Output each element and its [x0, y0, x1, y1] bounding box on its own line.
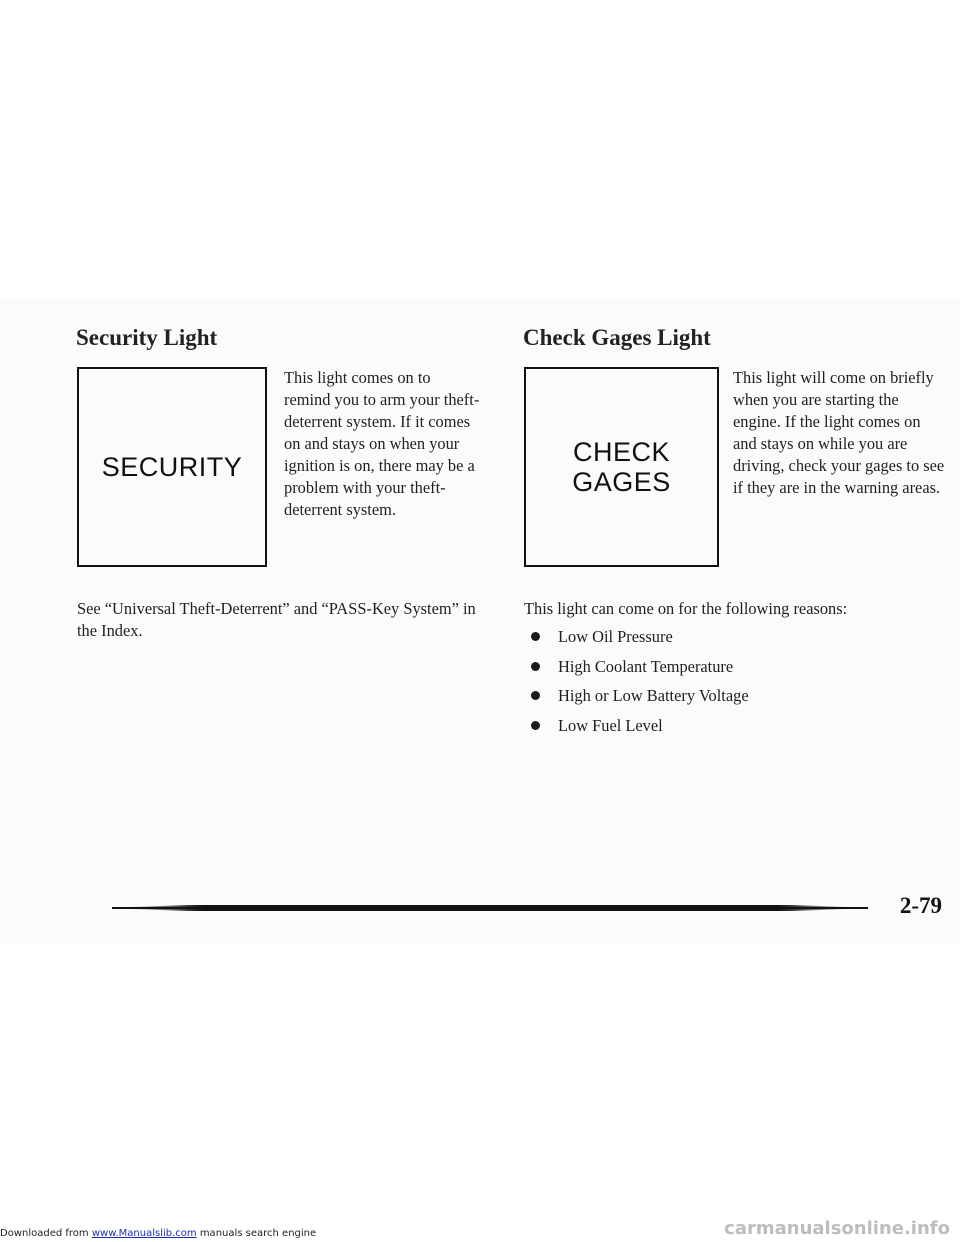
list-item: Low Oil Pressure: [531, 626, 749, 656]
bullet-icon: [531, 662, 540, 671]
check-gages-heading: Check Gages Light: [523, 325, 711, 350]
security-light-reference: See “Universal Theft-Deterrent” and “PASS-Key System” in the Index.: [77, 599, 476, 640]
check-gages-indicator-label: CHECK GAGES: [572, 437, 671, 497]
watermark: carmanualsonline.info: [724, 1218, 950, 1239]
security-light-description: This light comes on to remind you to arm your theft-deterrent system. If it comes on and stays on when your ignition is on, there may be a problem with your theft-deterrent system.: [284, 368, 480, 519]
bullet-icon: [531, 691, 540, 700]
manualslib-link[interactable]: www.Manualslib.com: [91, 1228, 197, 1239]
page-divider: [112, 907, 868, 909]
bullet-icon: [531, 632, 540, 641]
check-gages-description: This light will come on briefly when you are starting the engine. If the light comes on and stays on while you are driving, check your gages to see if they are in the warning areas.: [733, 368, 945, 497]
page-number: 2-79: [899, 893, 942, 918]
security-indicator-icon: [77, 367, 267, 567]
security-indicator-label: SECURITY: [101, 452, 243, 482]
list-item: High Coolant Temperature: [531, 656, 749, 686]
list-item: Low Fuel Level: [531, 715, 749, 745]
list-item: High or Low Battery Voltage: [531, 685, 749, 715]
reasons-list: [531, 626, 749, 744]
reasons-intro: This light can come on for the following reasons:: [524, 599, 848, 618]
download-footer: Downloaded from www.Manualslib.com manuals search engine: [0, 1228, 317, 1239]
check-gages-indicator-icon: [524, 367, 719, 567]
bullet-icon: [531, 721, 540, 730]
security-light-heading: Security Light: [76, 325, 218, 350]
